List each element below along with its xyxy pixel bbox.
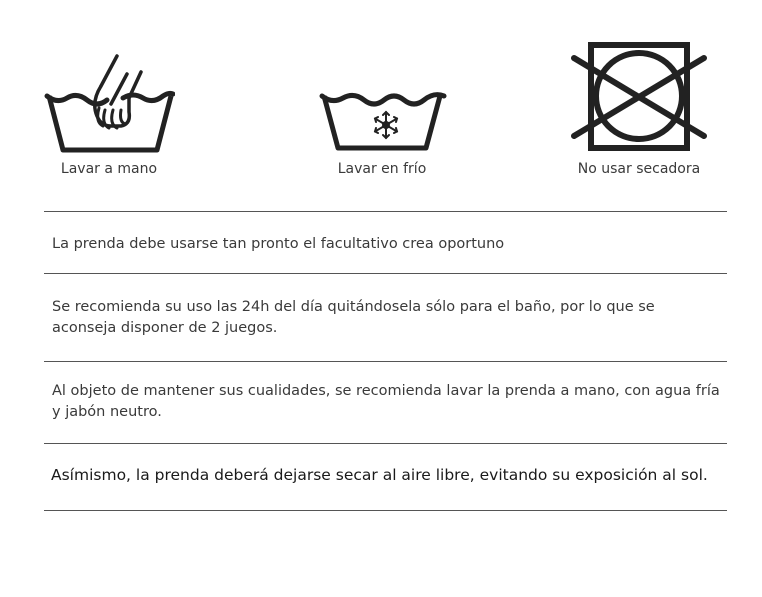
hand-wash-icon — [43, 52, 175, 154]
snowflake-icon — [375, 112, 397, 138]
instruction-daily-use: Se recomienda su uso las 24h del día quitándosela sólo para el baño, por lo que se aconseja disponer de 2 juegos. — [52, 299, 655, 336]
divider — [44, 273, 727, 274]
instruction-washing: Al objeto de mantener sus cualidades, se recomienda lavar la prenda a mano, con agua fría y jabón neutro. — [52, 383, 720, 420]
cold-wash-icon — [316, 52, 448, 154]
divider — [44, 443, 727, 444]
divider — [44, 211, 727, 212]
instruction-drying: Asímismo, la prenda deberá dejarse secar al aire libre, evitando su exposición al sol. — [51, 466, 708, 484]
hand-wash-label: Lavar a mano — [60, 161, 158, 177]
care-symbol-cold-wash — [312, 52, 452, 177]
instruction-usage-start: La prenda debe usarse tan pronto el facultativo crea oportuno — [52, 236, 505, 252]
care-symbol-hand-wash — [39, 52, 179, 177]
care-symbols-row — [0, 0, 762, 200]
care-symbol-no-tumble-dry — [566, 40, 712, 177]
cold-wash-label: Lavar en frío — [337, 161, 427, 177]
no-tumble-dry-label: No usar secadora — [577, 161, 701, 177]
no-tumble-dry-icon — [566, 40, 712, 152]
divider — [44, 510, 727, 511]
divider — [44, 361, 727, 362]
